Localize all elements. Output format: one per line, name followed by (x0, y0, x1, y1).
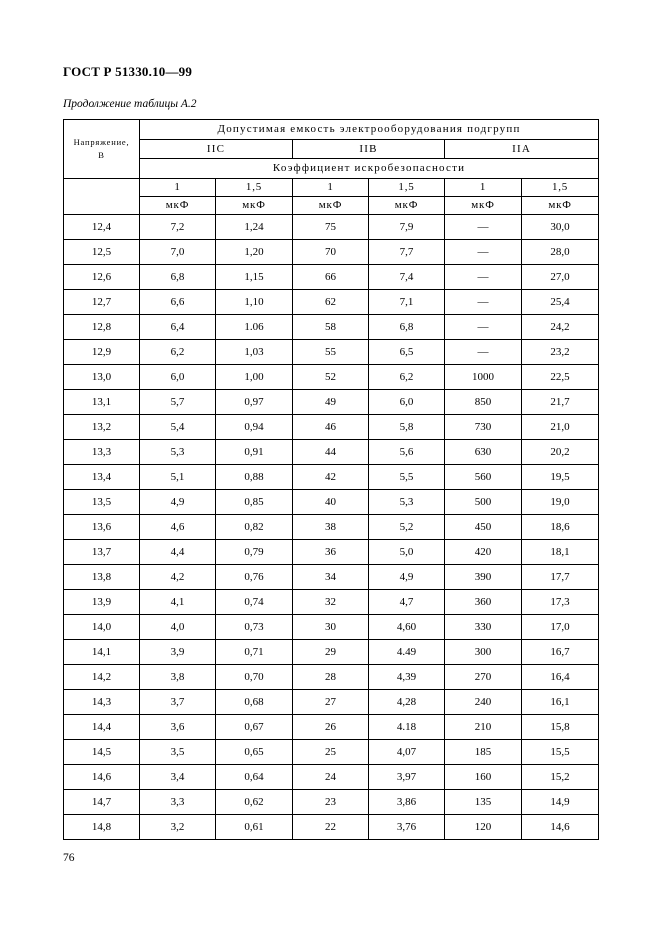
capacity-cell: 270 (445, 665, 522, 690)
capacity-cell: 3,6 (140, 715, 216, 740)
capacity-cell: 3,2 (140, 815, 216, 840)
group-header-iib: IIB (293, 140, 445, 159)
table-row (64, 815, 599, 840)
capacity-cell: 0,82 (216, 515, 293, 540)
capacity-cell: 1,15 (216, 265, 293, 290)
capacity-cell: 5,1 (140, 465, 216, 490)
capacity-cell: 0,73 (216, 615, 293, 640)
factor-cell: 1,5 (522, 179, 599, 197)
capacity-cell: 500 (445, 490, 522, 515)
document-code: ГОСТ Р 51330.10—99 (63, 64, 193, 79)
capacity-cell: 22 (293, 815, 369, 840)
capacity-cell: 30,0 (522, 215, 599, 240)
capacity-cell: 19,0 (522, 490, 599, 515)
capacity-cell: 24 (293, 765, 369, 790)
capacity-cell: 6,0 (369, 390, 445, 415)
table-row (64, 515, 599, 540)
capacity-cell: 28,0 (522, 240, 599, 265)
capacity-cell: 27 (293, 690, 369, 715)
voltage-cell: 13,7 (64, 540, 140, 565)
capacity-cell: 26 (293, 715, 369, 740)
capacity-cell: 21,0 (522, 415, 599, 440)
unit-cell: мкФ (140, 197, 216, 215)
capacity-cell: 5,8 (369, 415, 445, 440)
capacity-cell: 38 (293, 515, 369, 540)
capacity-cell: 21,7 (522, 390, 599, 415)
capacity-cell: 32 (293, 590, 369, 615)
capacity-cell: 0,62 (216, 790, 293, 815)
capacity-cell: 20,2 (522, 440, 599, 465)
table-row (64, 540, 599, 565)
capacity-table (63, 119, 599, 840)
capacity-cell: — (445, 240, 522, 265)
voltage-cell: 14,8 (64, 815, 140, 840)
table-row (64, 590, 599, 615)
factor-cell: 1 (445, 179, 522, 197)
capacity-cell: 15,5 (522, 740, 599, 765)
voltage-header-text: Напряжение, В (73, 137, 130, 160)
capacity-cell: 240 (445, 690, 522, 715)
capacity-cell: 4,9 (369, 565, 445, 590)
capacity-cell: 55 (293, 340, 369, 365)
capacity-cell: 6,5 (369, 340, 445, 365)
capacity-cell: 46 (293, 415, 369, 440)
capacity-cell: 6,8 (140, 265, 216, 290)
capacity-cell: 36 (293, 540, 369, 565)
capacity-cell: 7,2 (140, 215, 216, 240)
voltage-cell: 14,5 (64, 740, 140, 765)
capacity-cell: 0,97 (216, 390, 293, 415)
capacity-cell: 1,20 (216, 240, 293, 265)
capacity-cell: 630 (445, 440, 522, 465)
capacity-cell: 3,86 (369, 790, 445, 815)
voltage-cell: 12,7 (64, 290, 140, 315)
capacity-cell: 75 (293, 215, 369, 240)
capacity-cell: 34 (293, 565, 369, 590)
capacity-cell: 1000 (445, 365, 522, 390)
capacity-header: Допустимая емкость электрооборудования подгрупп (140, 120, 599, 140)
capacity-cell: 0,74 (216, 590, 293, 615)
capacity-cell: 7,1 (369, 290, 445, 315)
capacity-cell: — (445, 215, 522, 240)
capacity-cell: 0,79 (216, 540, 293, 565)
voltage-cell: 12,5 (64, 240, 140, 265)
table-row (64, 215, 599, 240)
capacity-cell: — (445, 315, 522, 340)
capacity-cell: — (445, 265, 522, 290)
capacity-cell: 4,0 (140, 615, 216, 640)
capacity-cell: 4,28 (369, 690, 445, 715)
capacity-cell: 3,97 (369, 765, 445, 790)
capacity-cell: 14,6 (522, 815, 599, 840)
capacity-cell: 15,2 (522, 765, 599, 790)
table-row (64, 240, 599, 265)
capacity-cell: 6,2 (140, 340, 216, 365)
capacity-cell: 42 (293, 465, 369, 490)
capacity-cell: 160 (445, 765, 522, 790)
table-row (64, 265, 599, 290)
capacity-cell: 4.49 (369, 640, 445, 665)
table-row (64, 740, 599, 765)
capacity-cell: 0,70 (216, 665, 293, 690)
capacity-cell: 30 (293, 615, 369, 640)
voltage-header-spacer (64, 179, 140, 215)
capacity-cell: 4,4 (140, 540, 216, 565)
unit-cell: мкФ (216, 197, 293, 215)
table-row (64, 615, 599, 640)
capacity-cell: 16,1 (522, 690, 599, 715)
voltage-cell: 14,7 (64, 790, 140, 815)
capacity-cell: 6,0 (140, 365, 216, 390)
capacity-cell: 360 (445, 590, 522, 615)
capacity-cell: 120 (445, 815, 522, 840)
table-row (64, 715, 599, 740)
capacity-cell: 23 (293, 790, 369, 815)
capacity-cell: 17,3 (522, 590, 599, 615)
capacity-cell: 4,60 (369, 615, 445, 640)
capacity-cell: 4,9 (140, 490, 216, 515)
capacity-cell: 19,5 (522, 465, 599, 490)
capacity-cell: 70 (293, 240, 369, 265)
capacity-cell: 18,1 (522, 540, 599, 565)
voltage-cell: 13,9 (64, 590, 140, 615)
table-row (64, 665, 599, 690)
table-row (64, 790, 599, 815)
capacity-cell: 850 (445, 390, 522, 415)
capacity-cell: 450 (445, 515, 522, 540)
capacity-cell: 0,94 (216, 415, 293, 440)
capacity-cell: 7,0 (140, 240, 216, 265)
capacity-cell: 28 (293, 665, 369, 690)
capacity-cell: 210 (445, 715, 522, 740)
voltage-cell: 12,9 (64, 340, 140, 365)
capacity-cell: 0,61 (216, 815, 293, 840)
capacity-cell: 18,6 (522, 515, 599, 540)
unit-cell: мкФ (293, 197, 369, 215)
capacity-cell: 5,3 (369, 490, 445, 515)
unit-cell: мкФ (445, 197, 522, 215)
capacity-cell: 49 (293, 390, 369, 415)
voltage-cell: 14,2 (64, 665, 140, 690)
group-header-iia: IIA (445, 140, 599, 159)
voltage-cell: 13,1 (64, 390, 140, 415)
capacity-cell: 0,67 (216, 715, 293, 740)
table-row (64, 440, 599, 465)
voltage-cell: 14,0 (64, 615, 140, 640)
capacity-cell: 44 (293, 440, 369, 465)
capacity-cell: 3,3 (140, 790, 216, 815)
voltage-cell: 13,2 (64, 415, 140, 440)
table-row (64, 640, 599, 665)
capacity-cell: 4,6 (140, 515, 216, 540)
table-row (64, 415, 599, 440)
capacity-cell: 1,24 (216, 215, 293, 240)
capacity-cell: 0,64 (216, 765, 293, 790)
capacity-cell: 6,2 (369, 365, 445, 390)
capacity-cell: 15,8 (522, 715, 599, 740)
capacity-cell: 4,39 (369, 665, 445, 690)
table-row (64, 315, 599, 340)
table-row (64, 290, 599, 315)
voltage-cell: 12,6 (64, 265, 140, 290)
capacity-cell: 5,6 (369, 440, 445, 465)
capacity-cell: 6,8 (369, 315, 445, 340)
factor-cell: 1 (140, 179, 216, 197)
capacity-cell: 16,7 (522, 640, 599, 665)
voltage-cell: 14,4 (64, 715, 140, 740)
capacity-cell: 0,91 (216, 440, 293, 465)
capacity-cell: 66 (293, 265, 369, 290)
table-row (64, 365, 599, 390)
capacity-cell: 0,71 (216, 640, 293, 665)
capacity-cell: 4,1 (140, 590, 216, 615)
capacity-cell: 390 (445, 565, 522, 590)
voltage-header (64, 120, 140, 179)
capacity-cell: 330 (445, 615, 522, 640)
capacity-cell: 40 (293, 490, 369, 515)
unit-cell: мкФ (522, 197, 599, 215)
factor-cell: 1,5 (369, 179, 445, 197)
capacity-cell: 0,88 (216, 465, 293, 490)
capacity-cell: — (445, 340, 522, 365)
capacity-cell: 5,7 (140, 390, 216, 415)
capacity-cell: 24,2 (522, 315, 599, 340)
factor-cell: 1,5 (216, 179, 293, 197)
capacity-cell: 300 (445, 640, 522, 665)
table-row (64, 490, 599, 515)
voltage-cell: 13,4 (64, 465, 140, 490)
capacity-cell: 22,5 (522, 365, 599, 390)
capacity-cell: 3,7 (140, 690, 216, 715)
capacity-cell: 3,5 (140, 740, 216, 765)
capacity-cell: 3,9 (140, 640, 216, 665)
capacity-cell: 5,2 (369, 515, 445, 540)
table-row (64, 340, 599, 365)
table-caption: Продолжение таблицы А.2 (63, 98, 197, 110)
capacity-cell: 3,4 (140, 765, 216, 790)
factor-cell: 1 (293, 179, 369, 197)
voltage-cell: 13,6 (64, 515, 140, 540)
capacity-cell: 560 (445, 465, 522, 490)
capacity-cell: 3,76 (369, 815, 445, 840)
voltage-cell: 14,3 (64, 690, 140, 715)
table-row (64, 690, 599, 715)
capacity-cell: 17,0 (522, 615, 599, 640)
capacity-cell: 5,5 (369, 465, 445, 490)
capacity-cell: 62 (293, 290, 369, 315)
table-row (64, 765, 599, 790)
capacity-cell: 0,85 (216, 490, 293, 515)
voltage-cell: 13,0 (64, 365, 140, 390)
capacity-cell: 25,4 (522, 290, 599, 315)
capacity-cell: 4,07 (369, 740, 445, 765)
capacity-cell: 5,3 (140, 440, 216, 465)
voltage-cell: 12,4 (64, 215, 140, 240)
capacity-cell: 5,4 (140, 415, 216, 440)
capacity-cell: 185 (445, 740, 522, 765)
capacity-cell: 25 (293, 740, 369, 765)
capacity-cell: 0,76 (216, 565, 293, 590)
capacity-cell: 1,00 (216, 365, 293, 390)
capacity-cell: 7,4 (369, 265, 445, 290)
capacity-cell: 29 (293, 640, 369, 665)
table-row (64, 390, 599, 415)
safety-factor-header: Коэффициент искробезопасности (140, 159, 599, 179)
capacity-cell: 17,7 (522, 565, 599, 590)
group-header-iic: IIC (140, 140, 293, 159)
voltage-cell: 13,5 (64, 490, 140, 515)
capacity-cell: 1,10 (216, 290, 293, 315)
table-row (64, 565, 599, 590)
capacity-cell: 4,7 (369, 590, 445, 615)
capacity-cell: 23,2 (522, 340, 599, 365)
voltage-cell: 12,8 (64, 315, 140, 340)
capacity-cell: 4,2 (140, 565, 216, 590)
capacity-cell: 52 (293, 365, 369, 390)
voltage-cell: 14,1 (64, 640, 140, 665)
table-row (64, 465, 599, 490)
voltage-cell: 14,6 (64, 765, 140, 790)
capacity-cell: 420 (445, 540, 522, 565)
capacity-cell: 6,6 (140, 290, 216, 315)
capacity-cell: — (445, 290, 522, 315)
capacity-cell: 135 (445, 790, 522, 815)
voltage-cell: 13,8 (64, 565, 140, 590)
capacity-cell: 5,0 (369, 540, 445, 565)
capacity-cell: 6,4 (140, 315, 216, 340)
capacity-cell: 1,03 (216, 340, 293, 365)
capacity-cell: 1.06 (216, 315, 293, 340)
capacity-cell: 3,8 (140, 665, 216, 690)
capacity-cell: 16,4 (522, 665, 599, 690)
unit-cell: мкФ (369, 197, 445, 215)
voltage-cell: 13,3 (64, 440, 140, 465)
capacity-cell: 14,9 (522, 790, 599, 815)
capacity-cell: 7,7 (369, 240, 445, 265)
capacity-cell: 0,65 (216, 740, 293, 765)
page-number: 76 (63, 852, 75, 864)
capacity-cell: 0,68 (216, 690, 293, 715)
capacity-cell: 58 (293, 315, 369, 340)
capacity-cell: 7,9 (369, 215, 445, 240)
capacity-cell: 27,0 (522, 265, 599, 290)
capacity-cell: 730 (445, 415, 522, 440)
capacity-cell: 4.18 (369, 715, 445, 740)
